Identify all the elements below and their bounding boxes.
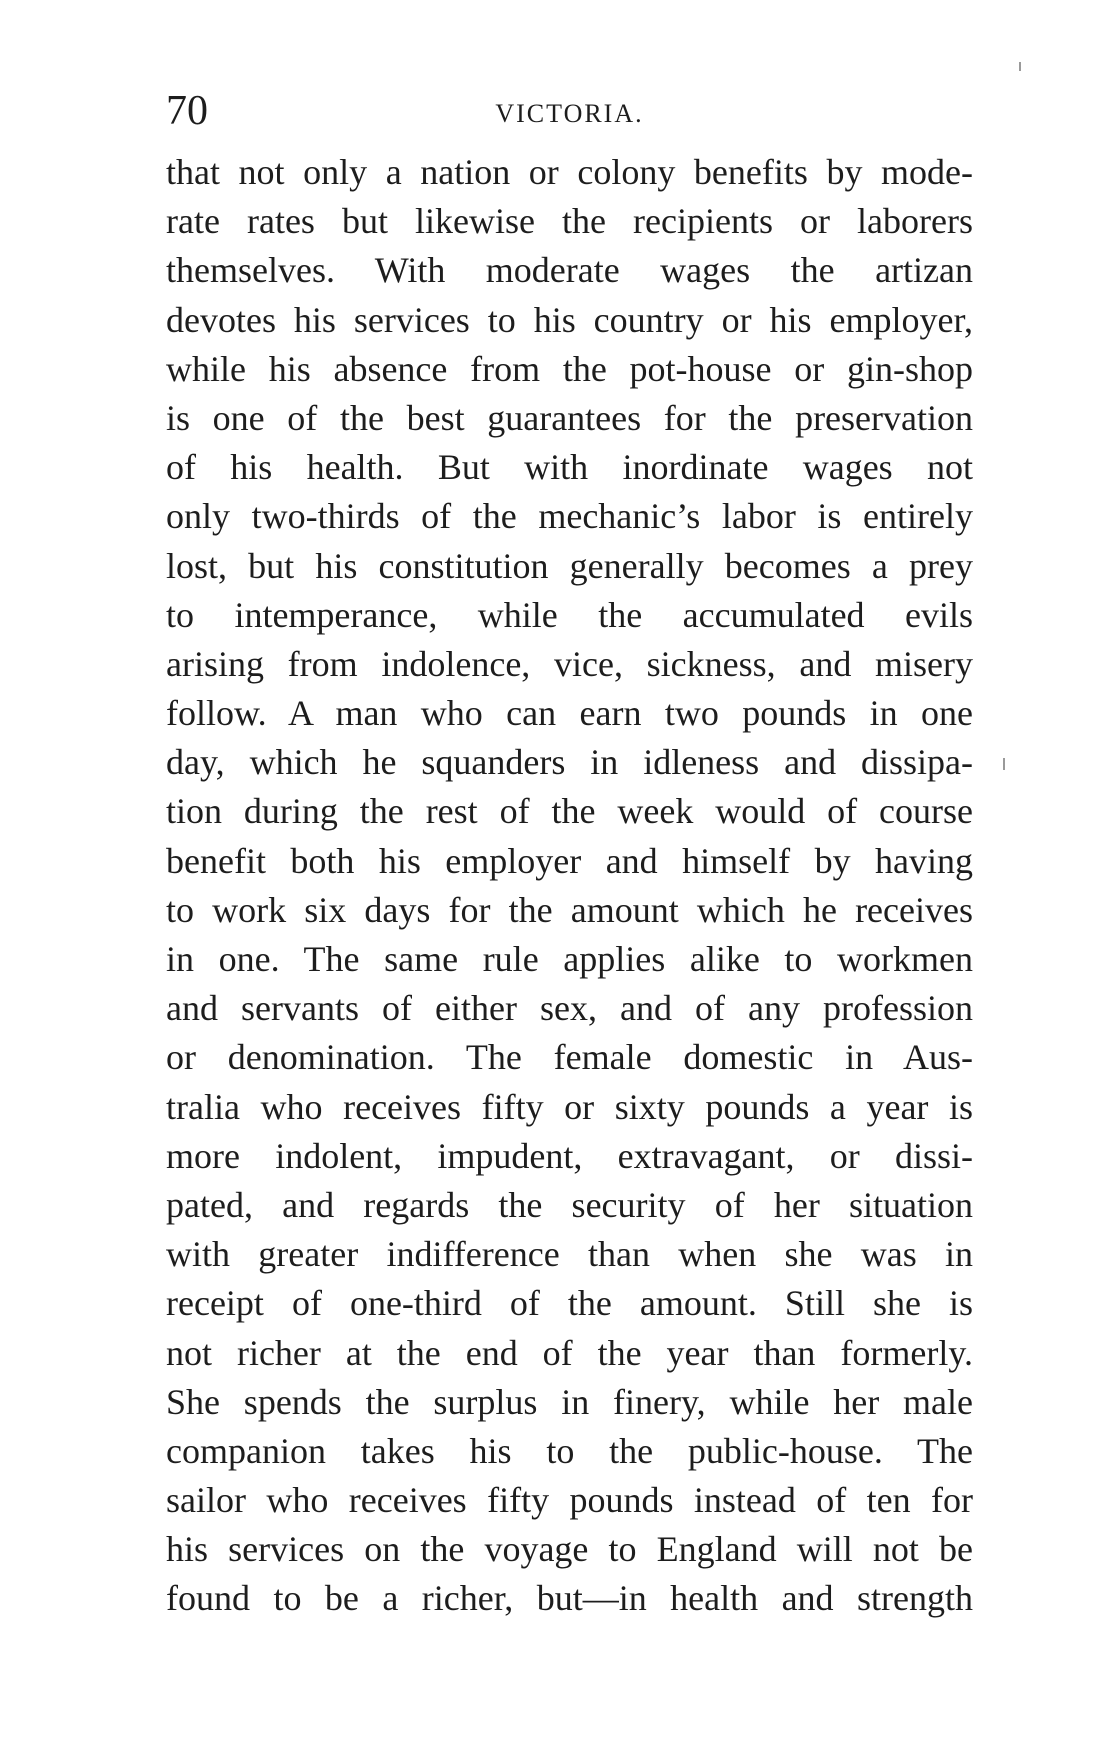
scan-speck [1003,758,1005,770]
text-line: in one. The same rule applies alike to workmen [166,939,973,979]
text-line: while his absence from the pot-house or gin-shop [166,348,973,389]
text-line: tralia who receives fifty or sixty pounds a year is [166,1086,973,1127]
text-line: lost, but his constitution generally becomes a prey [166,545,973,586]
text-line: sailor who receives fifty pounds instead of ten for [166,1480,973,1521]
text-line: tion during the rest of the week would of course [166,791,973,832]
text-line: of his health. But with inordinate wages not [166,447,973,488]
text-line: companion takes his to the public-house. The [166,1430,973,1471]
text-line: benefit both his employer and himself by having [166,840,973,881]
text-line: themselves. With moderate wages the artizan [166,250,973,291]
scan-speck [1019,62,1021,71]
page-number: 70 [166,88,208,134]
text-line: that not only a nation or colony benefits by mode- [166,152,973,192]
text-line: more indolent, impudent, extravagant, or dissi- [166,1135,973,1176]
text-line: is one of the best guarantees for the preservation [166,397,973,438]
body-text [166,148,973,1624]
text-line: pated, and regards the security of her situation [166,1184,973,1225]
text-line: not richer at the end of the year than formerly. [166,1332,973,1373]
text-line: arising from indolence, vice, sickness, and misery [166,643,973,684]
page-header [166,86,973,136]
text-line: found to be a richer, but—in health and strength [166,1578,973,1619]
running-title: VICTORIA. [495,99,644,128]
text-line: rate rates but likewise the recipients or laborers [166,201,973,242]
text-line: devotes his services to his country or his employer, [166,299,973,340]
text-line: his services on the voyage to England will not be [166,1529,973,1570]
text-line: or denomination. The female domestic in Aus- [166,1037,973,1078]
text-line: She spends the surplus in finery, while her male [166,1381,973,1422]
text-line: with greater indifference than when she was in [166,1234,973,1275]
text-line: and servants of either sex, and of any profession [166,988,973,1029]
text-line: to work six days for the amount which he receives [166,889,973,930]
text-line: follow. A man who can earn two pounds in one [166,693,973,734]
text-line: receipt of one-third of the amount. Still she is [166,1283,973,1324]
text-line: only two-thirds of the mechanic’s labor is entirely [166,496,973,537]
text-line: to intemperance, while the accumulated evils [166,594,973,635]
text-line: day, which he squanders in idleness and dissipa- [166,742,973,783]
